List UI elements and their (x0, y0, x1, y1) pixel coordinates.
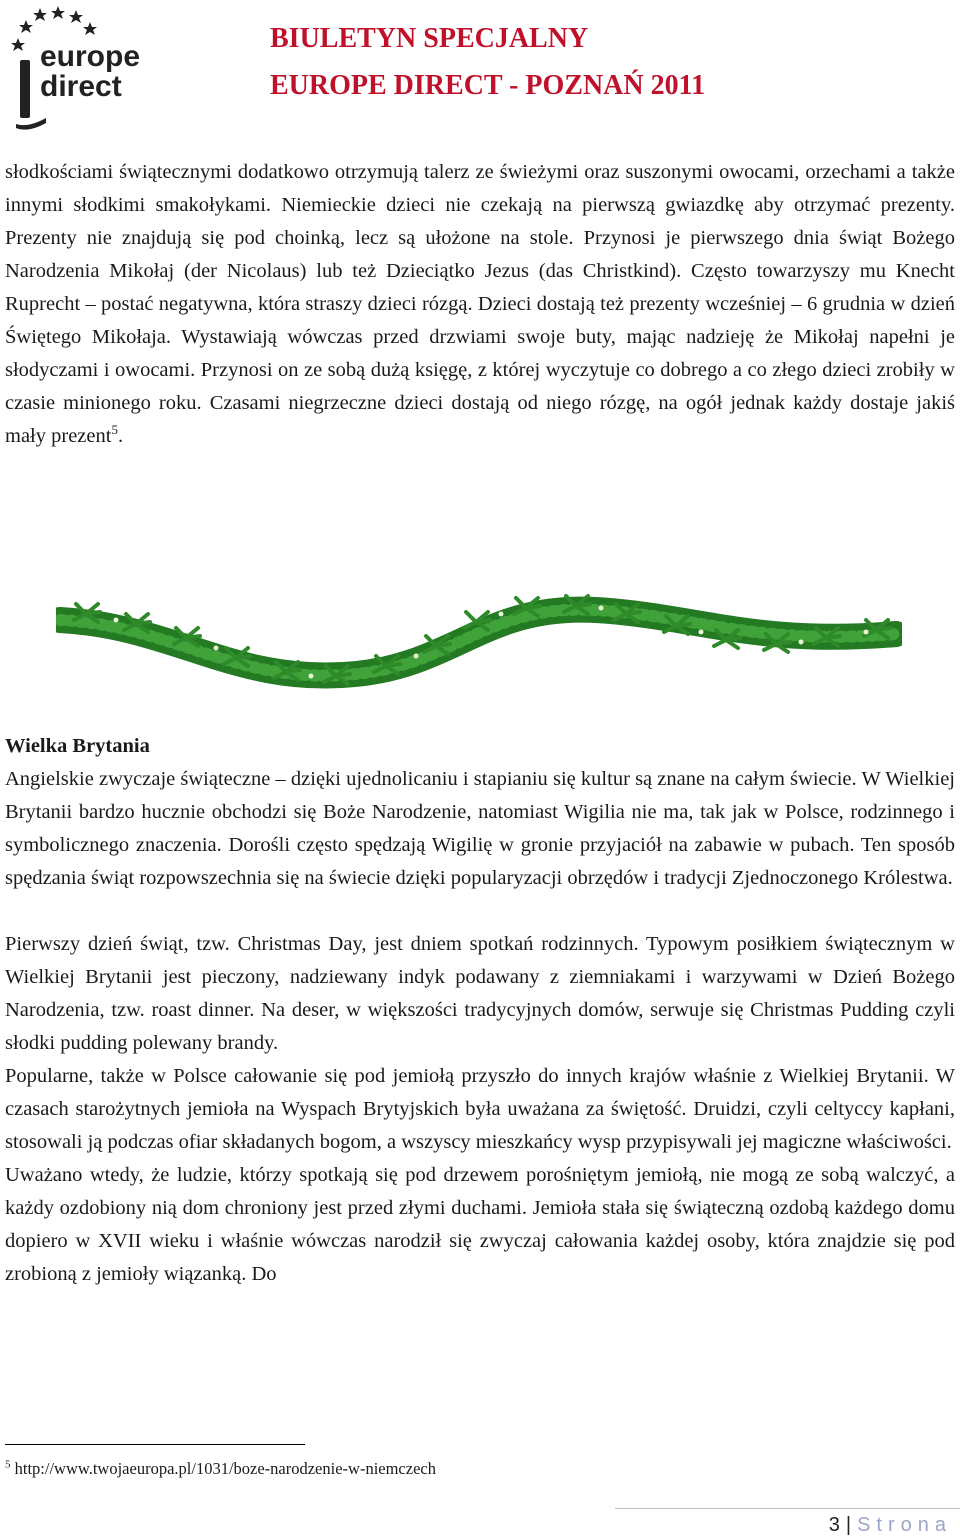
footnote-separator (5, 1444, 305, 1445)
page-number-value: 3 (828, 1514, 840, 1536)
footnote-link[interactable]: http://www.twojaeuropa.pl/1031/boze-narodzenie-w-niemczech (10, 1459, 436, 1478)
star-icon (11, 38, 25, 51)
footer-rule (615, 1508, 960, 1509)
footnote-number: 5 (5, 1458, 11, 1471)
footnote-reference: 5 (111, 422, 118, 438)
star-icon (83, 22, 97, 35)
germany-text: słodkościami świątecznymi dodatkowo otrzymują talerz ze świeżymi oraz suszonymi owocami, orzechami a także innymi słodkimi smakołykami. Niemieckie dzieci nie czekają na pierwszą gwiazdkę aby otrzymać prezenty. Prezenty nie znajdują się pod choinką, lecz są ułożone na stole. Przynosi je pierwszego dnia świąt Bożego Narodzenia Mikołaj (der Nicolaus) lub też Dzieciątko Jezus (das Christkind). Często towarzyszy mu Knecht Ruprecht – postać negatywna, która straszy dzieci rózgą. Dzieci dostają też prezenty wcześniej – 6 grudnia w dzień Świętego Mikołaja. Wystawiają wówczas przed drzwiami swoje buty, mając nadzieję że Mikołaj napełni je słodyczami i owocami. Przynosi on ze sobą dużą księgę, z której wyczytuje co dobrego a co złego dzieci zrobiły w czasie minionego roku. Czasami niegrzeczne dzieci dostają od niego rózgę, na ogół jednak każdy dostaje jakiś mały prezent (5, 161, 955, 447)
header-title (270, 24, 830, 118)
page-number (829, 1514, 952, 1537)
logo-text-europe: europe (40, 40, 141, 73)
logo-text-direct: direct (40, 70, 122, 103)
uk-paragraph-2: Pierwszy dzień świąt, tzw. Christmas Day, jest dniem spotkań rodzinnych. Typowym posiłkiem świątecznym w Wielkiej Brytanii jest pieczony, nadziewany indyk podawany z ziemniakami i warzywami w Dzień Bożego Narodzenia, tzw. roast dinner. Na deser, w większości tradycyjnych domów, serwuje się Christmas Pudding czyli słodki pudding polewany brandy. (5, 933, 955, 1054)
uk-paragraph-1: Angielskie zwyczaje świąteczne – dzięki ujednolicaniu i stapianiu się kultur są znane na całym świecie. W Wielkiej Brytanii bardzo hucznie obchodzi się Boże Narodzenie, natomiast Wigilia nie ma, tak jak w Polsce, rodzinnego i symbolicznego znaczenia. Dorośli często spędzają Wigilię w gronie przyjaciół na zabawie w pubach. Ten sposób spędzania świąt rozpowszechnia się na świecie dzięki popularyzacji obrzędów i tradycji Zjednoczonego Królestwa. (5, 768, 955, 889)
uk-section (5, 730, 955, 1291)
footnote (5, 1458, 436, 1480)
uk-paragraph-4: Uważano wtedy, że ludzie, którzy spotkają się pod drzewem porośniętym jemiołą, nie mogą ze sobą walczyć, a każdy ozdobiony nią dom chroniony jest przed złymi duchami. Jemioła stała się świąteczną ozdobą każdego domu dopiero w XVII wieku i właśnie wówczas narodził się zwyczaj całowania każdej osoby, która znajdzie się pod zrobioną z jemioły wiązanką. Do (5, 1164, 955, 1285)
star-icon (51, 6, 65, 19)
page-label: Strona (857, 1514, 952, 1536)
star-icon (19, 20, 33, 33)
uk-paragraph-3: Popularne, także w Polsce całowanie się pod jemiołą przyszło do innych krajów właśnie z Wielkiej Brytanii. W czasach starożytnych jemioła na Wyspach Brytyjskich była uważana za świętość. Druidzi, czyli celtyccy kapłani, stosowali ją podczas ofiar składanych bogom, a wszyscy mieszkańcy wysp przypisywali jej magiczne właściwości. (5, 1065, 955, 1153)
section-heading: Wielka Brytania (5, 735, 150, 757)
star-icon (69, 10, 83, 23)
bulletin-subtitle: EUROPE DIRECT - POZNAŃ 2011 (270, 70, 706, 101)
christmas-garland-image (56, 586, 902, 698)
page-number-separator: | (845, 1514, 852, 1536)
end-punctuation: . (117, 425, 124, 447)
europe-direct-logo (6, 2, 156, 130)
bulletin-title: BIULETYN SPECJALNY (270, 23, 589, 54)
germany-section (5, 156, 955, 453)
germany-paragraph (5, 156, 955, 453)
star-icon (33, 8, 47, 21)
